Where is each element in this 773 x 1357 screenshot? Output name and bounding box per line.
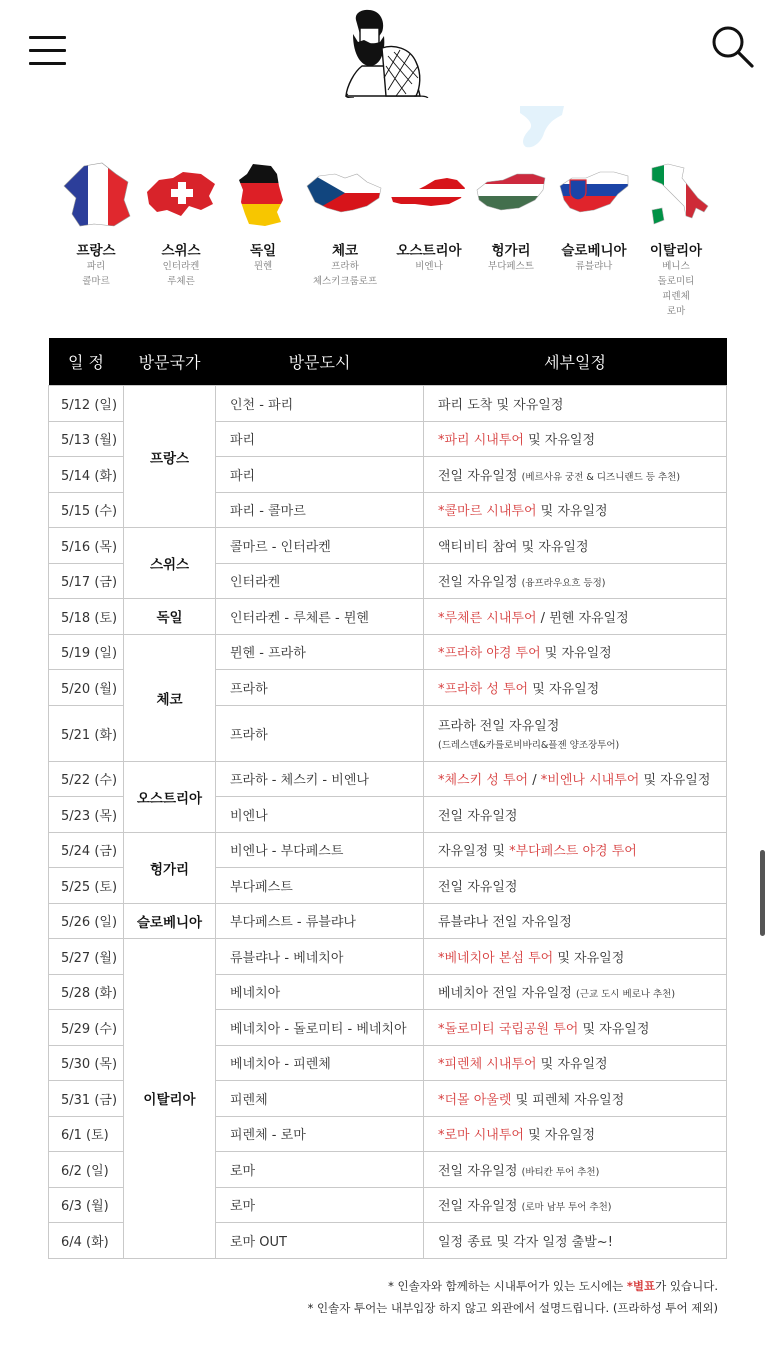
detail-segment: 전일 자유일정 (438, 879, 518, 895)
date-cell: 5/17 (금) (49, 563, 124, 599)
country-city: 뮌헨 (253, 261, 273, 272)
header-city: 방문도시 (216, 338, 424, 386)
country-city: 베니스 (662, 261, 690, 272)
date-cell: 5/19 (일) (49, 634, 124, 670)
table-row (49, 832, 727, 868)
country-name: 이탈리아 (649, 243, 703, 259)
date-cell: 5/13 (월) (49, 421, 124, 457)
country-cell: 오스트리아 (124, 761, 216, 832)
detail-segment: *루체른 시내투어 (438, 610, 537, 626)
detail-cell (424, 939, 727, 975)
footnote-1: * 인솔자와 함께하는 시내투어가 있는 도시에는 *별표가 있습니다. (388, 1279, 718, 1293)
date-cell: 6/3 (월) (49, 1187, 124, 1223)
table-row (49, 939, 727, 975)
hamburger-menu-icon[interactable] (29, 36, 66, 66)
city-cell: 인터라켄 (216, 563, 424, 599)
date-cell: 5/16 (목) (49, 528, 124, 564)
date-cell: 5/27 (월) (49, 939, 124, 975)
country-cell: 스위스 (124, 528, 216, 599)
table-row (49, 634, 727, 670)
city-cell: 베네치아 (216, 974, 424, 1010)
detail-segment: *파리 시내투어 (438, 433, 524, 449)
country-list (56, 160, 716, 330)
date-cell: 5/26 (일) (49, 903, 124, 939)
detail-segment: 자유일정 및 (438, 844, 510, 860)
city-cell: 부다페스트 (216, 868, 424, 904)
detail-segment: 및 피렌체 자유일정 (511, 1092, 625, 1108)
detail-segment: (바티칸 투어 추천) (521, 1166, 600, 1178)
detail-segment: 및 자유일정 (553, 950, 625, 966)
austria-flag-map-icon (389, 160, 469, 230)
city-cell: 콜마르 - 인터라켄 (216, 528, 424, 564)
date-cell: 5/29 (수) (49, 1010, 124, 1046)
italy-flag-map-icon (638, 160, 714, 230)
detail-segment: *콜마르 시내투어 (438, 504, 537, 520)
detail-segment: 전일 자유일정 (438, 1199, 522, 1215)
detail-cell (424, 705, 727, 761)
city-cell: 비엔나 (216, 797, 424, 833)
detail-segment: *체스키 성 투어 (438, 773, 529, 789)
date-cell: 5/30 (목) (49, 1045, 124, 1081)
detail-segment: (드레스덴&카를로비바리&플젠 양조장투어) (438, 740, 620, 751)
date-cell: 5/22 (수) (49, 761, 124, 797)
detail-segment: *비엔나 시내투어 (540, 773, 640, 789)
detail-cell (424, 1010, 727, 1046)
detail-cell (424, 974, 727, 1010)
detail-cell (424, 1116, 727, 1152)
country-city: 콜마르 (82, 276, 110, 287)
detail-segment: (융프라우요흐 등정) (521, 578, 606, 590)
date-cell: 5/28 (화) (49, 974, 124, 1010)
country-name: 오스트리아 (396, 243, 462, 259)
date-cell: 5/12 (일) (49, 386, 124, 422)
detail-segment: *부다페스트 야경 투어 (509, 844, 637, 860)
detail-cell (424, 492, 727, 528)
detail-cell (424, 868, 727, 904)
switzerland-flag-map-icon (143, 160, 219, 230)
scrollbar[interactable] (760, 850, 765, 936)
city-cell: 피렌체 (216, 1081, 424, 1117)
detail-cell (424, 457, 727, 493)
date-cell: 6/1 (토) (49, 1116, 124, 1152)
backpacker-logo[interactable] (334, 8, 434, 98)
france-flag-map-icon (58, 160, 134, 230)
header-date: 일 정 (49, 338, 124, 386)
city-cell: 프라하 (216, 670, 424, 706)
detail-segment: *프라하 야경 투어 (438, 646, 541, 662)
detail-cell (424, 1045, 727, 1081)
detail-cell (424, 1187, 727, 1223)
date-cell: 5/31 (금) (49, 1081, 124, 1117)
date-cell: 6/2 (일) (49, 1152, 124, 1188)
itinerary-body (49, 386, 727, 1259)
date-cell: 5/21 (화) (49, 705, 124, 761)
table-row (49, 903, 727, 939)
city-cell: 뮌헨 - 프라하 (216, 634, 424, 670)
country-cell: 프랑스 (124, 386, 216, 528)
detail-segment: 전일 자유일정 (438, 808, 518, 824)
country-name: 체코 (331, 243, 359, 259)
city-cell: 피렌체 - 로마 (216, 1116, 424, 1152)
detail-cell (424, 832, 727, 868)
city-cell: 베네치아 - 돌로미티 - 베네치아 (216, 1010, 424, 1046)
detail-segment: 전일 자유일정 (438, 468, 522, 484)
country-city: 류블랴나 (575, 261, 613, 272)
detail-cell (424, 797, 727, 833)
date-cell: 5/14 (화) (49, 457, 124, 493)
czech-flag-map-icon (305, 160, 385, 230)
city-cell: 프라하 (216, 705, 424, 761)
search-icon[interactable] (708, 22, 756, 70)
city-cell: 로마 OUT (216, 1223, 424, 1259)
detail-cell (424, 634, 727, 670)
detail-cell (424, 670, 727, 706)
detail-cell (424, 563, 727, 599)
detail-segment: 일정 종료 및 각자 일정 출발~! (438, 1234, 613, 1250)
date-cell: 5/24 (금) (49, 832, 124, 868)
country-name: 프랑스 (76, 243, 116, 259)
city-cell: 파리 (216, 457, 424, 493)
detail-cell (424, 1152, 727, 1188)
detail-cell (424, 386, 727, 422)
country-name: 독일 (249, 243, 277, 259)
hungary-flag-map-icon (471, 160, 551, 230)
detail-segment: (근교 도시 베로나 추천) (575, 989, 676, 1001)
country-cell: 독일 (124, 599, 216, 635)
detail-cell (424, 421, 727, 457)
detail-segment: *프라하 성 투어 (438, 681, 529, 697)
detail-segment: (로마 남부 투어 추천) (521, 1202, 612, 1214)
detail-segment: 및 자유일정 (523, 433, 596, 449)
detail-segment: *로마 시내투어 (438, 1128, 524, 1144)
detail-segment: 전일 자유일정 (438, 1163, 522, 1179)
header-country: 방문국가 (124, 338, 216, 386)
detail-segment: / 뮌헨 자유일정 (536, 610, 629, 626)
detail-segment: / (528, 773, 541, 789)
date-cell: 5/20 (월) (49, 670, 124, 706)
detail-segment: 및 자유일정 (528, 681, 600, 697)
city-cell: 파리 - 콜마르 (216, 492, 424, 528)
detail-segment: 및 자유일정 (639, 773, 711, 789)
detail-segment: 및 자유일정 (523, 1128, 596, 1144)
date-cell: 5/15 (수) (49, 492, 124, 528)
city-cell: 인터라켄 - 루체른 - 뮌헨 (216, 599, 424, 635)
country-city: 루체른 (167, 276, 195, 287)
country-cell: 체코 (124, 634, 216, 761)
detail-segment: *피렌체 시내투어 (438, 1057, 537, 1073)
detail-segment: (베르사유 궁전 & 디즈니랜드 등 추천) (521, 471, 681, 483)
detail-cell (424, 761, 727, 797)
date-cell: 6/4 (화) (49, 1223, 124, 1259)
date-cell: 5/25 (토) (49, 868, 124, 904)
detail-segment: 및 자유일정 (536, 1057, 608, 1073)
itinerary-table (48, 338, 727, 1259)
detail-segment: 및 자유일정 (536, 504, 608, 520)
city-cell: 베네치아 - 피렌체 (216, 1045, 424, 1081)
table-row (49, 761, 727, 797)
table-row (49, 528, 727, 564)
detail-segment: *더몰 아울렛 (438, 1092, 512, 1108)
city-cell: 로마 (216, 1187, 424, 1223)
country-city: 프라하 (331, 261, 359, 272)
city-cell: 파리 (216, 421, 424, 457)
detail-segment: 및 자유일정 (540, 646, 612, 662)
country-name: 슬로베니아 (561, 243, 627, 259)
country-cell: 이탈리아 (124, 939, 216, 1259)
detail-cell (424, 599, 727, 635)
country-city: 로마 (666, 306, 686, 317)
country-city: 인터라켄 (162, 261, 200, 272)
detail-cell (424, 1081, 727, 1117)
city-cell: 로마 (216, 1152, 424, 1188)
detail-segment: 액티비티 참여 및 자유일정 (438, 539, 589, 555)
detail-cell (424, 903, 727, 939)
detail-cell (424, 1223, 727, 1259)
date-cell: 5/23 (목) (49, 797, 124, 833)
detail-segment: 베네치아 전일 자유일정 (438, 986, 576, 1002)
table-header-row (49, 338, 727, 386)
country-city: 피렌체 (662, 291, 690, 302)
footnote-2: * 인솔자 투어는 내부입장 하지 않고 외관에서 설명드립니다. (프라하성 투어 제외) (307, 1301, 718, 1315)
footnotes (40, 1275, 718, 1319)
slovenia-flag-map-icon (554, 160, 634, 230)
country-city: 파리 (86, 261, 106, 272)
header-detail: 세부일정 (424, 338, 727, 386)
detail-segment: 류블랴나 전일 자유일정 (438, 915, 572, 931)
country-city: 비엔나 (415, 261, 443, 272)
detail-segment: *돌로미티 국립공원 투어 (438, 1021, 579, 1037)
country-cell: 슬로베니아 (124, 903, 216, 939)
detail-segment: 파리 도착 및 자유일정 (438, 397, 564, 413)
city-cell: 류블랴나 - 베네치아 (216, 939, 424, 975)
detail-segment: 및 자유일정 (578, 1021, 650, 1037)
country-name: 헝가리 (491, 243, 531, 259)
city-cell: 비엔나 - 부다페스트 (216, 832, 424, 868)
table-row (49, 599, 727, 635)
table-row (49, 386, 727, 422)
detail-cell (424, 528, 727, 564)
country-city: 체스키크룸로프 (312, 276, 378, 287)
country-city: 부다페스트 (488, 261, 534, 272)
country-cell: 헝가리 (124, 832, 216, 903)
country-italy[interactable] (626, 160, 726, 319)
city-cell: 인천 - 파리 (216, 386, 424, 422)
city-cell: 프라하 - 체스키 - 비엔나 (216, 761, 424, 797)
detail-segment: 프라하 전일 자유일정 (438, 719, 560, 734)
decorative-brush-stroke (516, 103, 568, 153)
page-header (0, 0, 773, 100)
detail-segment: 전일 자유일정 (438, 575, 522, 591)
detail-segment: *베네치아 본섬 투어 (438, 950, 554, 966)
date-cell: 5/18 (토) (49, 599, 124, 635)
city-cell: 부다페스트 - 류블랴나 (216, 903, 424, 939)
country-city: 돌로미티 (657, 276, 695, 287)
country-name: 스위스 (161, 243, 201, 259)
germany-flag-map-icon (225, 160, 301, 230)
